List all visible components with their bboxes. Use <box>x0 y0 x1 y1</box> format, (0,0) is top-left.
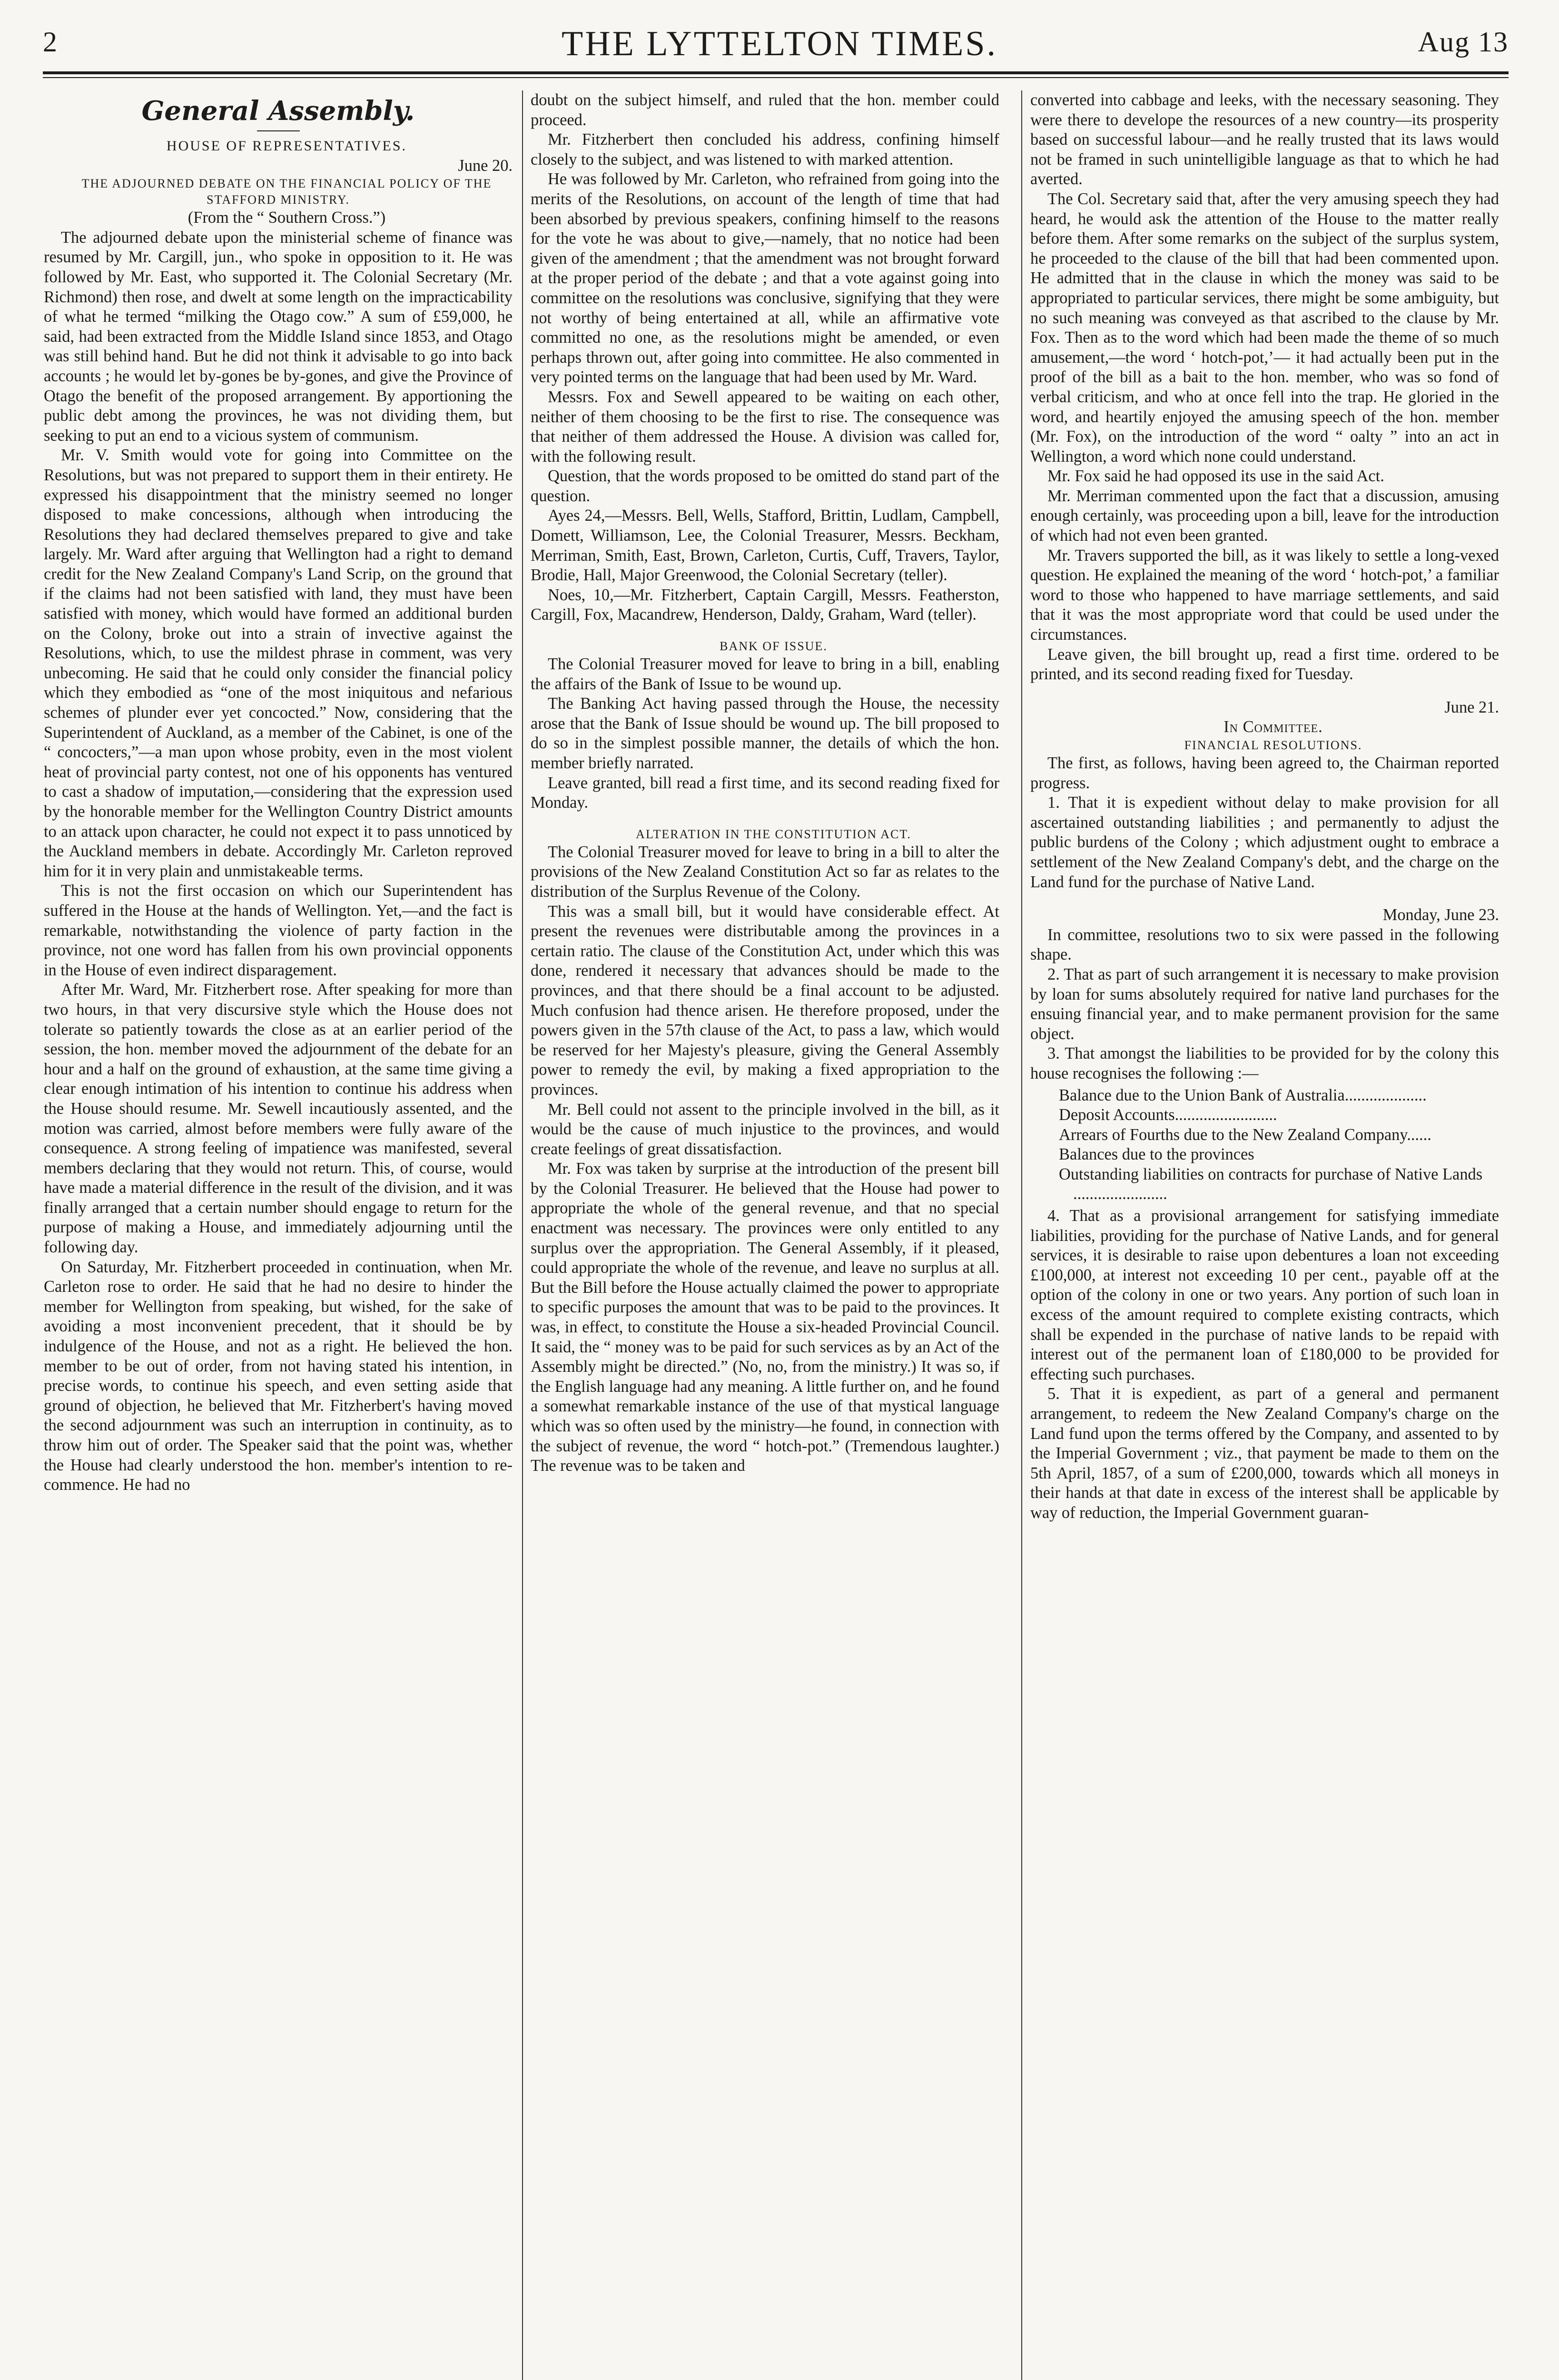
paragraph: Mr. Travers supported the bill, as it was likely to settle a long-vexed question. He explained the meaning of the word ‘ hotch-pot,’ a familiar word to those who happened to have marriage settlements, and said that it was the most appropriate word that could be used under the circumstances. <box>1030 546 1499 644</box>
dateline: June 20. <box>458 156 513 175</box>
paragraph: doubt on the subject himself, and ruled that the hon. member could proceed. <box>531 91 999 129</box>
column-2 <box>531 90 999 2380</box>
section-title: General Assembly. <box>141 95 415 127</box>
section-heading: BANK OF ISSUE. <box>720 639 828 654</box>
newspaper-title: THE LYTTELTON TIMES. <box>562 24 998 63</box>
spacer <box>1030 684 1499 698</box>
list-item: Balances due to the provinces <box>1059 1145 1254 1164</box>
paragraph: He was followed by Mr. Carleton, who refrained from going into the merits of the Resolutions, on account of the length of time that had been absorbed by previous speakers, confining himself to the reasons for the vote he was about to give,—namely, that no notice had been given of the amendment ; that the amendment was not brought forward at the proper period of the debate ; and that a vote against going into committee on the resolutions was conclusive, signifying that they were not worthy of being entertained at all, while an affirmative vote committed no one, as the resolutions might be amended, or even perhaps thrown out, after going into committee. He also commented in very pointed terms on the language that had been used by Mr. Ward. <box>531 170 999 387</box>
paragraph: Mr. V. Smith would vote for going into Committee on the Resolutions, but was not prepared to support them in their entirety. He expressed his disappointment that the ministry seemed no longer disposed to make concessions, although when introducing the Resolutions they had declared themselves prepared to give and take largely. Mr. Ward after arguing that Wellington had a right to demand credit for the New Zealand Company's Land Scrip, on the ground that if the claims had not been satisfied with land, they must have been satisfied with money, which would have formed an additional burden on the Colony, broke out into a strain of invective against the Resolutions, which, to use the mildest phrase in comment, was very unbecoming. He said that he could only consider the financial policy which they embodied as “one of the most iniquitous and nefarious schemes of plunder ever yet concocted.” Now, considering that the Superintendent of Auckland, as a member of the Cabinet, is one of the “ concocters,”—a man upon whose probity, even in the most violent heat of provincial party contest, not one of his opponents has ventured to cast a shadow of imputation,—considering that the expression used by the honorable member for the Wellington Country District amounts to an attack upon character, he could not expect it to pass unnoticed by the Auckland members in debate. Accordingly Mr. Carleton reproved him for it in very plain and unmistakeable terms. <box>44 446 513 880</box>
page-number: 2 <box>43 26 57 58</box>
spacer <box>531 813 999 826</box>
paragraph: 3. That amongst the liabilities to be provided for by the colony this house recognises the following :— <box>1030 1044 1499 1082</box>
paragraph: Noes, 10,—Mr. Fitzherbert, Captain Cargill, Messrs. Featherston, Cargill, Fox, Macandrew, Henderson, Daldy, Graham, Ward (teller). <box>531 585 999 624</box>
house-heading: HOUSE OF REPRESENTATIVES. <box>166 138 407 154</box>
paragraph: This is not the first occasion on which our Superintendent has suffered in the House at the hands of Wellington. Yet,—and the fact is remarkable, notwithstanding the violence of party faction in the province, not one word has fallen from his own provincial opponents in the House of even indirect disparagement. <box>44 882 513 979</box>
paragraph: Ayes 24,—Messrs. Bell, Wells, Stafford, Brittin, Ludlam, Campbell, Domett, Williamson, Lee, the Colonial Treasurer, Messrs. Beckham, Merriman, Smith, East, Brown, Carleton, Curtis, Cuff, Travers, Taylor, Brodie, Hall, Major Greenwood, the Colonial Secretary (teller). <box>531 506 999 585</box>
masthead <box>43 21 1509 69</box>
paragraph: The adjourned debate upon the ministerial scheme of finance was resumed by Mr. Cargill, jun., who spoke in opposition to it. He was followed by Mr. East, who supported it. The Colonial Secretary (Mr. Richmond) then rose, and dwelt at some length on the impracticability of what he termed “milking the Otago cow.” A sum of £59,000, he said, had been extracted from the Middle Island since 1853, and Otago was still behind hand. But he did not think it advisable to go into back accounts ; he would let by-gones be by-gones, and give the Province of Otago the benefit of the proposed arrangement. By apportioning the public debt among the provinces, he was not dividing them, but seeking to put an end to a vicious system of communism. <box>44 228 513 445</box>
liabilities-list <box>1059 1086 1499 1205</box>
dateline: Monday, June 23. <box>1382 906 1499 924</box>
paragraph: 2. That as part of such arrangement it is necessary to make provision by loan for sums absolutely required for native land purchases for the ensuing financial year, and to make permanent provision for the same object. <box>1030 965 1499 1043</box>
paragraph: 4. That as a provisional arrangement for satisfying immediate liabilities, providing for the purchase of Native Lands, and for general services, it is desirable to raise upon debentures a loan not exceeding £100,000, at interest not exceeding 10 per cent., payable off at the option of the colony in one or two years. Any portion of such loan in excess of the amount required to complete existing contracts, which shall be expended in the purchase of native lands to be repaid with interest out of the permanent loan of £180,000 to be provided for effecting such purchases. <box>1030 1207 1499 1383</box>
paragraph: Leave granted, bill read a first time, and its second reading fixed for Monday. <box>531 774 999 812</box>
paragraph: The Banking Act having passed through the House, the necessity arose that the Bank of Issue should be wound up. The bill proposed to do so in the simplest possible manner, the details of which the hon. member briefly narrated. <box>531 694 999 772</box>
article-heading: THE ADJOURNED DEBATE ON THE FINANCIAL POLICY OF THE STAFFORD MINISTRY. <box>81 177 492 207</box>
paragraph: Leave given, the bill brought up, read a first time. ordered to be printed, and its second reading fixed for Tuesday. <box>1030 645 1499 684</box>
column-divider <box>1021 90 1022 2380</box>
list-item: Outstanding liabilities on contracts for purchase of Native Lands ....................... <box>1059 1165 1483 1203</box>
paragraph: The Colonial Treasurer moved for leave to bring in a bill, enabling the affairs of the Bank of Issue to be wound up. <box>531 655 999 693</box>
list-item: Deposit Accounts......................... <box>1059 1106 1277 1124</box>
paragraph: After Mr. Ward, Mr. Fitzherbert rose. After speaking for more than two hours, in that very discursive style which the House does not tolerate so patiently towards the close as at an earlier period of the session, the hon. member moved the adjournment of the debate for an hour and a half on the ground of exhaustion, at the same time giving a clear enough intimation of his intention to continue his address when the House should resume. Mr. Sewell incautiously assented, and the motion was carried, almost before members were fully aware of the consequence. A strong feeling of impatience was manifested, several members declaring that they would not return. This, of course, would have made a material difference in the result of the division, and it was finally arranged that a certain number should engage to return for the purpose of making a House, and immediately adjourning until the following day. <box>44 981 513 1257</box>
section-heading: FINANCIAL RESOLUTIONS. <box>1184 738 1362 752</box>
paragraph: Mr. Merriman commented upon the fact that a discussion, amusing enough certainly, was proceeding upon a bill, leave for the introduction of which had not even been granted. <box>1030 486 1499 545</box>
section-heading: In Committee. <box>1224 718 1323 736</box>
list-item: Balance due to the Union Bank of Australia.................... <box>1059 1086 1427 1104</box>
title-rule <box>257 130 300 131</box>
source-note: (From the “ Southern Cross.”) <box>187 208 386 227</box>
column-3 <box>1030 90 1499 2380</box>
section-heading: ALTERATION IN THE CONSTITUTION ACT. <box>636 827 911 841</box>
paragraph: On Saturday, Mr. Fitzherbert proceeded in continuation, when Mr. Carleton rose to order. He said that he had no desire to hinder the member for Wellington from speaking, but wished, for the sake of avoiding a most inconvenient precedent, that it should be by indulgence of the House, and not as a right. He believed the hon. member to be out of order, from not having stated his intention, in precise words, to continue his speech, and even setting aside that ground of objection, he believed that Mr. Fitzherbert's having moved the second adjournment was such an interruption in continuity, as to throw him out of order. The Speaker said that the point was, whether the House had clearly understood the hon. member's intention to re-commence. He had no <box>44 1258 513 1494</box>
paragraph: The first, as follows, having been agreed to, the Chairman reported progress. <box>1030 754 1499 792</box>
paragraph: Mr. Fox said he had opposed its use in the said Act. <box>1047 467 1384 486</box>
paragraph: The Col. Secretary said that, after the very amusing speech they had heard, he would ask the attention of the House to the matter really before them. After some remarks on the subject of the surplus system, he proceeded to the clause of the bill that had been commented upon. He admitted that in the clause in which the money was said to be appropriated to particular services, there might be some ambiguity, but no such meaning was conveyed as that ascribed to the clause by Mr. Fox. Then as to the word which had been made the theme of so much amusement,—the word ‘ hotch-pot,’— it had actually been put in the proof of the bill as a bait to the hon. member, who was so fond of verbal criticism, and who at once fell into the trap. He gloried in the word, and heartily enjoyed the amusing speech of the hon. member (Mr. Fox), on the introduction of the word “ oalty ” into an act in Wellington, a word which none could understand. <box>1030 189 1499 466</box>
paragraph: 5. That it is expedient, as part of a general and permanent arrangement, to redeem the New Zealand Company's charge on the Land fund upon the terms offered by the Company, and assented to by the Imperial Government ; viz., that payment be made to them on the 5th April, 1857, of a sum of £200,000, towards which all moneys in their hands at that date in excess of the interest shall be applicable by way of reduction, the Imperial Government guaran- <box>1030 1385 1499 1522</box>
paragraph: The Colonial Treasurer moved for leave to bring in a bill to alter the provisions of the New Zealand Constitution Act so far as relates to the distribution of the Surplus Revenue of the Colony. <box>531 843 999 901</box>
masthead-rule <box>43 71 1509 74</box>
masthead-rule-thin <box>43 77 1509 78</box>
issue-date: Aug 13 <box>1418 26 1509 58</box>
spacer <box>531 625 999 638</box>
paragraph: Question, that the words proposed to be omitted do stand part of the question. <box>531 467 999 505</box>
paragraph: This was a small bill, but it would have considerable effect. At present the revenues were distributable among the provinces in a certain ratio. The clause of the Constitution Act, under which this was done, rendered it necessary that advances should be made to the provinces, and that there should be a final account to be adjusted. Much confusion had thence arisen. He therefore proposed, under the powers given in the 57th clause of the Act, to pass a law, which would be reserved for her Majesty's pleasure, giving the General Assembly power to remedy the evil, by making a fixed appropriation to the provinces. <box>531 902 999 1099</box>
paragraph: In committee, resolutions two to six were passed in the following shape. <box>1030 925 1499 964</box>
dateline: June 21. <box>1444 698 1499 716</box>
paragraph: Mr. Fox was taken by surprise at the introduction of the present bill by the Colonial Treasurer. He believed that the House had power to appropriate the whole of the general revenue, and that no special enactment was necessary. The provinces were only entitled to any surplus over the appropriation. The General Assembly, if it pleased, could appropriate the whole of the revenue, and leave no surplus at all. But the Bill before the House actually claimed the power to appropriate to specific purposes the amount that was to be paid to the provinces. It was, in effect, to constitute the House a six-headed Provincial Council. It said, the “ money was to be paid for such services as by an Act of the Assembly might be directed.” (No, no, from the ministry.) It was so, if the English language had any meaning. A little further on, and he found a somewhat remarkable instance of the use of that mystical language which was so often used by the ministry—he found, in connection with the subject of revenue, the word “ hotch-pot.” (Tremendous laughter.) The revenue was to be taken and <box>531 1160 999 1475</box>
list-item: Arrears of Fourths due to the New Zealand Company...... <box>1059 1125 1431 1144</box>
paragraph: Mr. Fitzherbert then concluded his address, confining himself closely to the subject, and was listened to with marked attention. <box>531 130 999 169</box>
paragraph: Messrs. Fox and Sewell appeared to be waiting on each other, neither of them choosing to be the first to rise. The consequence was that neither of them addressed the House. A division was called for, with the following result. <box>531 387 999 466</box>
paragraph: Mr. Bell could not assent to the principle involved in the bill, as it would be the cause of much injustice to the provinces, and would create feelings of great dissatisfaction. <box>531 1100 999 1158</box>
paragraph: converted into cabbage and leeks, with the necessary seasoning. They were there to develope the resources of a new country—its prosperity based on successful labour—and he really trusted that its laws would not be framed in such unintelligible language as that to which he had averted. <box>1030 91 1499 188</box>
paragraph: 1. That it is expedient without delay to make provision for all ascertained outstanding liabilities ; and permanently to adjust the public burdens of the Colony ; which adjustment ought to embrace a settlement of the New Zealand Company's debt, and the charge on the Land fund for the purchase of Native Land. <box>1030 793 1499 891</box>
spacer <box>1030 892 1499 905</box>
column-1 <box>44 90 513 2380</box>
column-divider <box>522 90 523 2380</box>
